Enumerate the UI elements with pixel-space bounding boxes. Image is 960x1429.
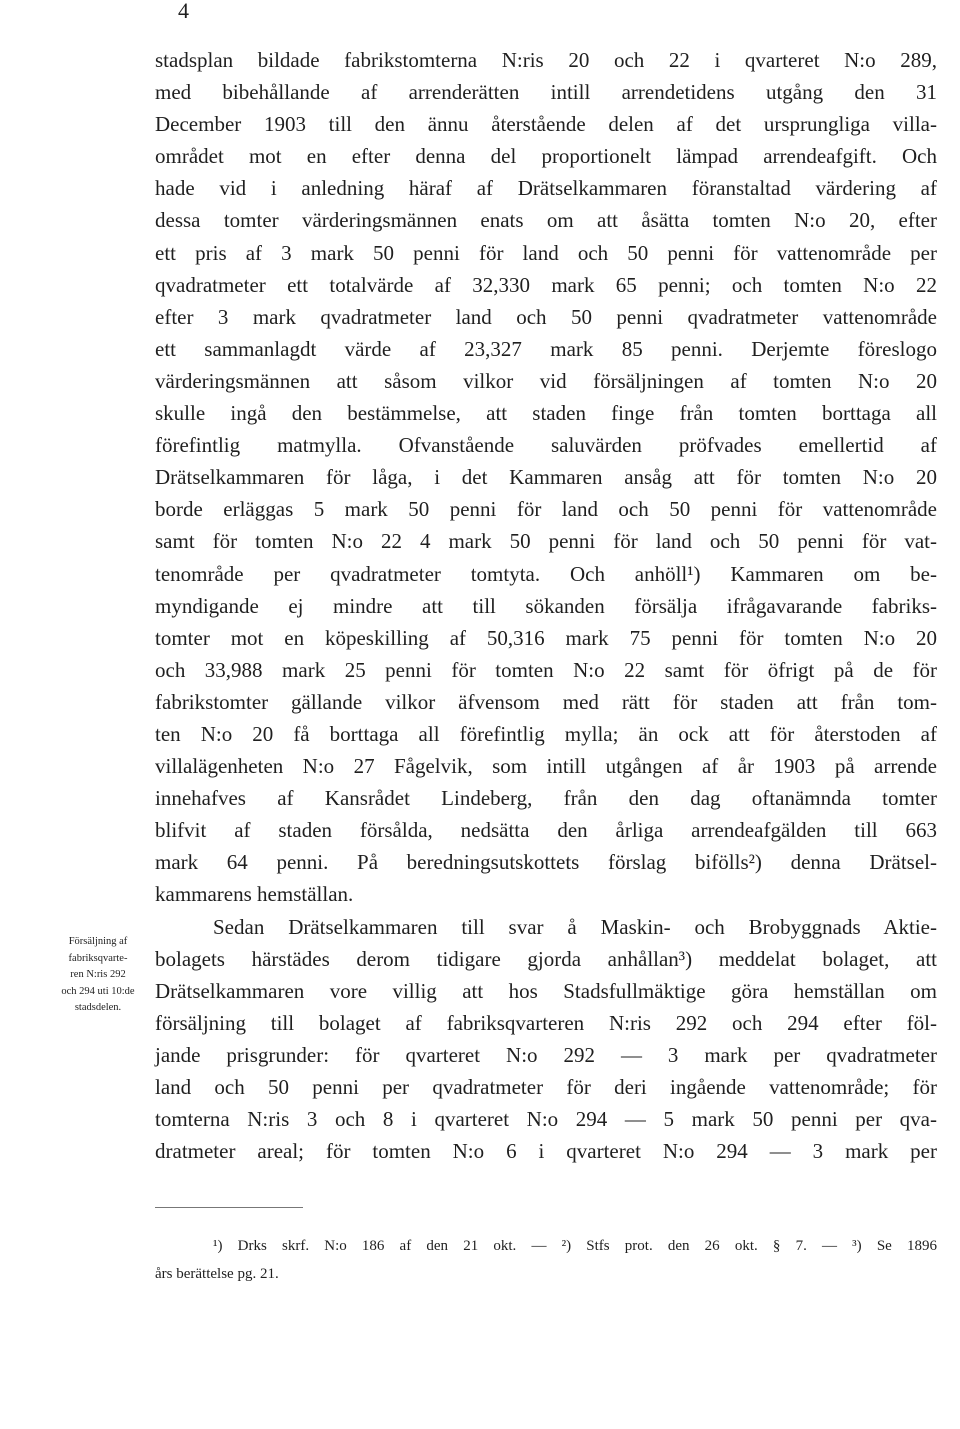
footnote-divider bbox=[155, 1207, 303, 1208]
text-line: jande prisgrunder: för qvarteret N:o 292 — 3 mark per qvadratmeter bbox=[155, 1042, 937, 1067]
text-line: hade vid i anledning häraf af Drätselkammaren föranstaltad värdering af bbox=[155, 176, 937, 201]
text-line: villalägenheten N:o 27 Fågelvik, som intill utgången af år 1903 på arrende bbox=[155, 754, 937, 779]
footnote-line: års berättelse pg. 21. bbox=[155, 1266, 279, 1282]
footnotes bbox=[155, 1232, 937, 1288]
text-line: Sedan Drätselkammaren till svar å Maskin- och Brobyggnads Aktie- bbox=[213, 914, 937, 939]
text-line: värderingsmännen att såsom vilkor vid försäljningen af tomten N:o 20 bbox=[155, 368, 937, 393]
text-line: samt för tomten N:o 22 4 mark 50 penni för land och 50 penni för vat- bbox=[155, 529, 937, 554]
text-line: mark 64 penni. På beredningsutskottets förslag bifölls²) denna Drätsel- bbox=[155, 850, 937, 875]
text-line: ett sammanlagdt värde af 23,327 mark 85 penni. Derjemte föreslogo bbox=[155, 336, 937, 361]
main-text bbox=[155, 44, 937, 1167]
text-line: och 33,988 mark 25 penni för tomten N:o 22 samt för öfrigt på de för bbox=[155, 657, 937, 682]
text-line: dratmeter areal; för tomten N:o 6 i qvarteret N:o 294 — 3 mark per bbox=[155, 1139, 937, 1164]
text-line: borde erläggas 5 mark 50 penni för land och 50 penni för vattenområde bbox=[155, 497, 937, 522]
text-line: ett pris af 3 mark 50 penni för land och 50 penni för vattenområde per bbox=[155, 240, 937, 265]
text-line: stadsplan bildade fabrikstomterna N:ris 20 och 22 i qvarteret N:o 289, bbox=[155, 48, 937, 72]
text-line: tenområde per qvadratmeter tomtyta. Och anhöll¹) Kammaren om be- bbox=[155, 561, 937, 586]
text-line: dessa tomter värderingsmännen enats om att åsätta tomten N:o 20, efter bbox=[155, 208, 937, 233]
footnote-line: ¹) Drks skrf. N:o 186 af den 21 okt. — ²) Stfs prot. den 26 okt. § 7. — ³) Se 1896 bbox=[213, 1238, 937, 1254]
margin-note-line: ren N:ris 292 bbox=[70, 969, 126, 980]
text-line: innehafves af Kansrådet Lindeberg, från den dag oftanämnda tomter bbox=[155, 786, 937, 811]
text-line: Drätselkammaren för låga, i det Kammaren ansåg att för tomten N:o 20 bbox=[155, 465, 937, 490]
text-line: bolagets härstädes derom tidigare gjorda anhållan³) meddelat bolaget, att bbox=[155, 946, 937, 971]
margin-note-line: stadsdelen. bbox=[74, 1002, 122, 1013]
margin-note-line: Försäljning af bbox=[68, 936, 128, 947]
text-line: ten N:o 20 få borttaga all förefintlig mylla; än ock att för återstoden af bbox=[155, 721, 937, 746]
text-line: skulle ingå den bestämmelse, att staden finge från tomten borttaga all bbox=[155, 401, 937, 426]
page-number: 4 bbox=[178, 0, 189, 23]
text-line: myndigande ej mindre att till sökanden försälja ifrågavarande fabriks- bbox=[155, 593, 937, 618]
text-line: blifvit af staden försålda, nedsätta den årliga arrendeafgälden till 663 bbox=[155, 818, 937, 843]
text-line: efter 3 mark qvadratmeter land och 50 penni qvadratmeter vattenområde bbox=[155, 304, 937, 329]
text-line: kammarens hemställan. bbox=[155, 882, 354, 907]
text-line: försäljning till bolaget af fabriksqvarteren N:ris 292 och 294 efter föl- bbox=[155, 1010, 937, 1035]
text-line: tomter mot en köpeskilling af 50,316 mark 75 penni för tomten N:o 20 bbox=[155, 625, 937, 650]
text-line: förefintlig matmylla. Ofvanstående saluvärden pröfvades emellertid af bbox=[155, 433, 937, 458]
text-line: Drätselkammaren vore villig att hos Stadsfullmäktige göra hemställan om bbox=[155, 978, 937, 1003]
text-line: tomterna N:ris 3 och 8 i qvarteret N:o 294 — 5 mark 50 penni per qva- bbox=[155, 1107, 937, 1132]
text-line: området mot en efter denna del proportionelt lämpad arrendeafgift. Och bbox=[155, 144, 937, 169]
margin-note-line: fabriksqvarte- bbox=[68, 952, 128, 964]
margin-note-line: och 294 uti 10:de bbox=[61, 985, 135, 997]
margin-note bbox=[44, 934, 152, 1017]
text-line: med bibehållande af arrenderätten intill arrendetidens utgång den 31 bbox=[155, 80, 937, 105]
text-line: fabrikstomter gällande vilkor äfvensom med rätt för staden att från tom- bbox=[155, 689, 937, 714]
text-line: December 1903 till den ännu återstående delen af det ursprungliga villa- bbox=[155, 112, 937, 137]
text-line: land och 50 penni per qvadratmeter för deri ingående vattenområde; för bbox=[155, 1075, 937, 1099]
text-line: qvadratmeter ett totalvärde af 32,330 mark 65 penni; och tomten N:o 22 bbox=[155, 272, 937, 297]
